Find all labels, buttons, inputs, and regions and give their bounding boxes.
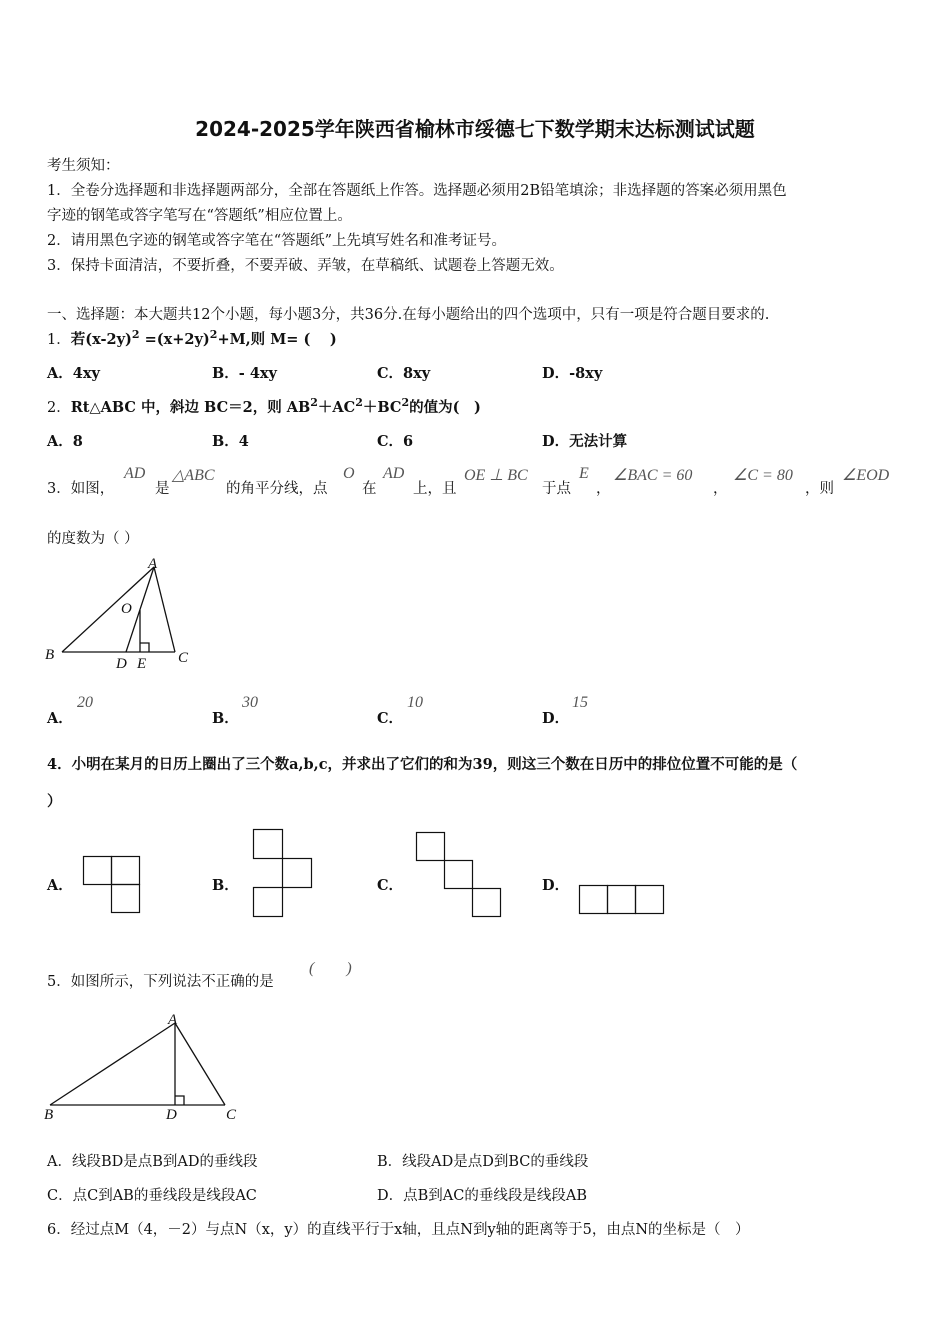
question-1: [47, 328, 337, 349]
q3-math-eod: ∠EOD: [842, 467, 890, 484]
q5-option-d[interactable]: D．点B到AC的垂线段是线段AB: [377, 1188, 587, 1204]
q5-option-b[interactable]: B．线段AD是点D到BC的垂线段: [377, 1154, 589, 1170]
q5-label-b: B: [44, 1107, 54, 1123]
q4-c-cell-3: [473, 889, 501, 917]
q4-b-cell-1: [254, 830, 283, 859]
section-heading: 一、选择题：本大题共12个小题，每小题3分，共36分.在每小题给出的四个选项中，只有一项是符合题目要求的.: [47, 307, 770, 323]
notice-line-1b: 字迹的钢笔或答字笔写在“答题纸”相应位置上。: [47, 208, 352, 224]
q3-math-c: ∠C = 80: [733, 467, 793, 484]
q3-label-d: D: [116, 656, 127, 672]
q3-text-3: 在: [362, 481, 377, 497]
q1-option-a[interactable]: A．4xy: [47, 365, 100, 382]
q5-side-ac: [175, 1023, 225, 1105]
question-5: 5．如图所示，下列说法不正确的是: [47, 974, 274, 990]
page-title: 2024-2025学年陕西省榆林市绥德七下数学期末达标测试试题: [195, 117, 755, 141]
q4-option-b[interactable]: B．: [212, 877, 239, 894]
q5-label-d: D: [166, 1107, 177, 1123]
q3-math-perp: OE ⊥ BC: [464, 467, 528, 484]
q5-label-a: A: [168, 1012, 178, 1028]
q3-option-d-value: 15: [572, 694, 588, 711]
q4-grid-a: [83, 856, 143, 916]
q1-option-d[interactable]: D．-8xy: [542, 365, 603, 382]
q3-prefix: 3．如图，: [47, 481, 115, 497]
q4-option-c[interactable]: C．: [377, 877, 404, 894]
notice-line-2: 2．请用黑色字迹的钢笔或答字笔在“答题纸”上先填写姓名和准考证号。: [47, 233, 507, 249]
q3-math-bac: ∠BAC = 60: [613, 467, 693, 484]
q5-right-angle-mark: [175, 1096, 184, 1105]
q3-right-angle-mark: [140, 643, 149, 652]
q1-option-b[interactable]: B．- 4xy: [212, 365, 277, 382]
q3-text-1: 是: [155, 481, 170, 497]
q3-text-7: ，: [713, 481, 728, 497]
q1-sup-2: 2: [209, 328, 218, 342]
notice-line-3: 3．保持卡面清洁，不要折叠，不要弄破、弄皱，在草稿纸、试题卷上答题无效。: [47, 258, 564, 274]
q2-option-c[interactable]: C．6: [377, 433, 414, 450]
question-4-line-2: ）: [47, 793, 62, 810]
q3-text-4: 上，且: [413, 481, 457, 497]
question-4: 4．小明在某月的日历上圈出了三个数a,b,c，并求出了它们的和为39，则这三个数在日历中的排位位置不可能的是（: [47, 756, 798, 773]
q2-text-b: ＋AC: [317, 399, 356, 416]
q3-text-6: ，: [596, 481, 611, 497]
q3-option-c[interactable]: C．: [377, 710, 404, 727]
q3-text-2: 的角平分线，点: [226, 481, 328, 497]
q3-label-c: C: [178, 650, 189, 666]
q4-b-cell-2: [283, 859, 312, 888]
q1-text-c: +M,则 M= ( ): [217, 331, 337, 348]
question-6: 6．经过点M（4，－2）与点N（x，y）的直线平行于x轴，且点N到y轴的距离等于5，由点N的坐标是（ ）: [47, 1222, 750, 1238]
q2-option-b[interactable]: B．4: [212, 433, 249, 450]
q4-c-cell-1: [417, 833, 445, 861]
q3-math-ad: AD: [124, 465, 146, 482]
q2-option-d[interactable]: D．无法计算: [542, 433, 628, 450]
q3-math-o: O: [343, 465, 355, 482]
q5-label-c: C: [226, 1107, 237, 1123]
q3-text-5: 于点: [542, 481, 571, 497]
q3-text-8: ，则: [805, 481, 834, 497]
q2-text-c: ＋BC: [362, 399, 402, 416]
q1-option-c[interactable]: C．8xy: [377, 365, 431, 382]
q2-option-a[interactable]: A．8: [47, 433, 83, 450]
q5-paren: ( ): [309, 960, 352, 977]
q1-text-a: 若(x-2y): [70, 331, 132, 348]
q3-side-ac: [154, 567, 175, 652]
q1-prefix: 1．: [47, 332, 71, 348]
q2-text-a: Rt△ABC 中，斜边 BC＝2，则 AB: [70, 399, 311, 416]
q3-label-o: O: [121, 601, 132, 617]
q4-grid-b: [253, 829, 313, 919]
q4-d-cell-2: [608, 886, 636, 914]
q3-label-a: A: [148, 556, 158, 572]
q4-c-cell-2: [445, 861, 473, 889]
q4-a-cell-3: [112, 885, 140, 913]
q4-a-cell-2: [112, 857, 140, 885]
q2-sup-1: 2: [310, 396, 318, 410]
q3-math-e: E: [579, 465, 589, 482]
q5-side-ab: [50, 1023, 175, 1105]
q3-math-triangle: △ABC: [172, 467, 215, 484]
q3-option-d[interactable]: D．: [542, 710, 570, 727]
question-2: [47, 396, 481, 417]
q3-label-b: B: [45, 647, 55, 663]
q5-option-c[interactable]: C．点C到AB的垂线段是线段AC: [47, 1188, 257, 1204]
q4-option-a[interactable]: A．: [47, 877, 73, 894]
q1-text-b: =(x+2y): [139, 331, 210, 348]
q5-option-a[interactable]: A．线段BD是点B到AD的垂线段: [47, 1154, 258, 1170]
q1-sup-1: 2: [131, 328, 140, 342]
q4-option-d[interactable]: D．: [542, 877, 570, 894]
q2-sup-2: 2: [355, 396, 363, 410]
q3-option-a-value: 20: [77, 694, 93, 711]
notice-line-1: 1．全卷分选择题和非选择题两部分，全部在答题纸上作答。选择题必须用2B铅笔填涂；非选择题的答案必须用黑色: [47, 183, 787, 199]
q2-sup-3: 2: [401, 396, 410, 410]
q4-d-cell-1: [580, 886, 608, 914]
q3-label-e: E: [137, 656, 147, 672]
q4-grid-c: [416, 832, 506, 922]
q3-triangle-figure: [40, 555, 200, 675]
notice-heading: 考生须知：: [47, 158, 120, 174]
q5-triangle-figure: [40, 1008, 250, 1128]
q3-option-b[interactable]: B．: [212, 710, 239, 727]
q3-option-c-value: 10: [407, 694, 423, 711]
q3-option-b-value: 30: [242, 694, 258, 711]
q3-line-2: 的度数为（ ）: [47, 531, 139, 547]
q3-math-ad-2: AD: [383, 465, 405, 482]
q4-d-cell-3: [636, 886, 664, 914]
q4-b-cell-3: [254, 888, 283, 917]
q2-text-d: 的值为( ): [409, 399, 481, 416]
q3-option-a[interactable]: A．: [47, 710, 73, 727]
q4-a-cell-1: [84, 857, 112, 885]
q2-prefix: 2．: [47, 400, 71, 416]
q4-grid-d: [579, 885, 669, 917]
